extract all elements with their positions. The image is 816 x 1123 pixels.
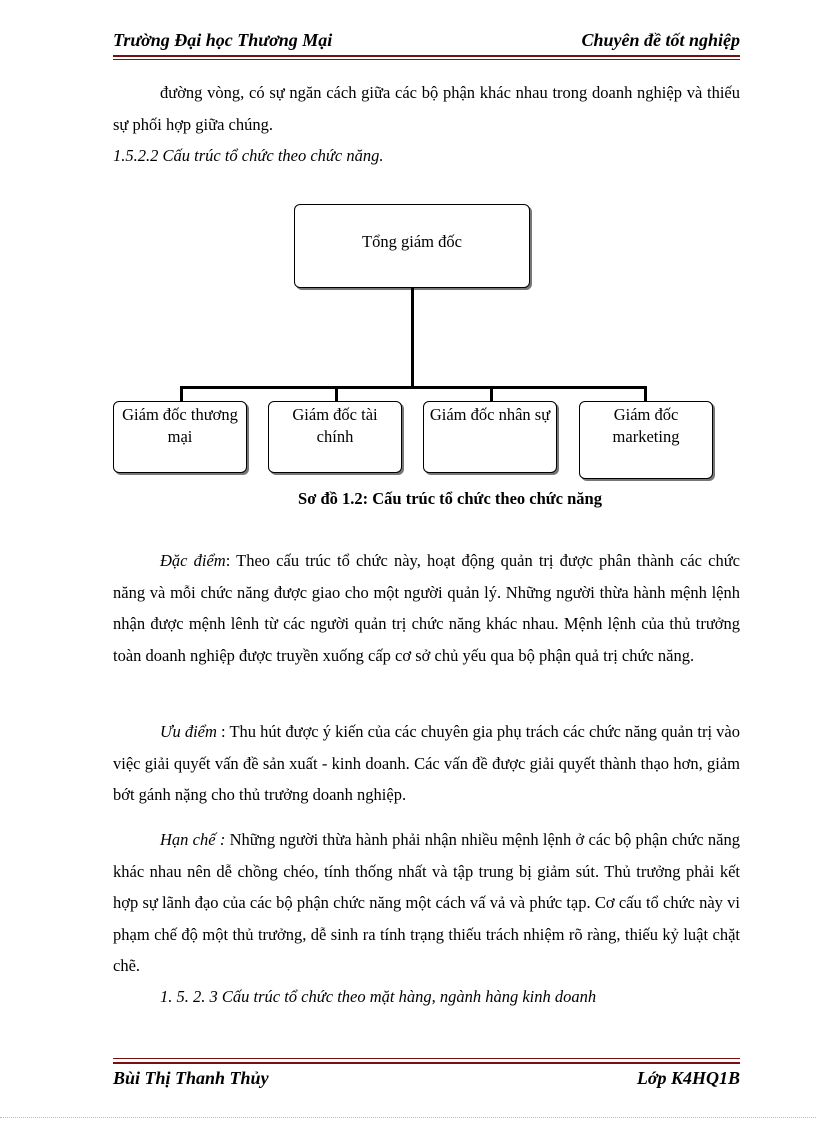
paragraph-advantages bbox=[113, 716, 740, 811]
connector-drop-4 bbox=[644, 386, 647, 402]
connector-drop-3 bbox=[490, 386, 493, 402]
org-box-ceo-label: Tổng giám đốc bbox=[362, 232, 462, 251]
org-box-ceo bbox=[294, 204, 530, 288]
paragraph-limitations-text: Những người thừa hành phải nhận nhiều mệnh lệnh ở các bộ phận chức năng khác nhau nên dễ chồng chéo, tính thống nhất và tập trung bị giảm sút. Thủ trưởng phải kết hợp sự lãnh đạo của các bộ phận chức năng một cách vấ vả và phức tạp. Cơ cấu tổ chức này vi phạm chế độ một thủ trưởng, dễ sinh ra tính trạng thiếu trách nhiệm rõ ràng, thiếu kỷ luật chặt chẽ. bbox=[113, 830, 740, 975]
section-heading: 1.5.2.2 Cấu trúc tổ chức theo chức năng. bbox=[113, 146, 384, 165]
connector-drop-1 bbox=[180, 386, 183, 402]
paragraph-features-label: Đặc điểm bbox=[160, 551, 226, 570]
org-box-marketing-label: Giám đốc marketing bbox=[612, 405, 680, 446]
header-doc-type: Chuyên đề tốt nghiệp bbox=[581, 30, 740, 50]
paragraph-limitations bbox=[113, 824, 740, 982]
next-section-heading: 1. 5. 2. 3 Cấu trúc tổ chức theo mặt hàng, ngành hàng kinh doanh bbox=[160, 987, 597, 1006]
org-box-hr bbox=[423, 401, 557, 473]
header-rule-thin bbox=[113, 59, 740, 60]
page-footer bbox=[113, 1068, 740, 1096]
connector-bar bbox=[180, 386, 647, 389]
org-box-commercial-label: Giám đốc thương mại bbox=[122, 405, 238, 446]
org-box-finance bbox=[268, 401, 402, 473]
org-box-commercial bbox=[113, 401, 247, 473]
footer-author: Bùi Thị Thanh Thủy bbox=[113, 1068, 269, 1088]
connector-trunk bbox=[411, 288, 414, 388]
footer-rule-thin bbox=[113, 1058, 740, 1059]
paragraph-limitations-label: Hạn chế : bbox=[160, 830, 226, 849]
page-header bbox=[113, 30, 740, 58]
org-box-marketing bbox=[579, 401, 713, 479]
intro-paragraph: đường vòng, có sự ngăn cách giữa các bộ phận khác nhau trong doanh nghiệp và thiếu sự phối hợp giữa chúng. bbox=[113, 83, 740, 134]
header-rule-thick bbox=[113, 55, 740, 57]
page-bottom-dotted-line bbox=[0, 1117, 816, 1118]
paragraph-features bbox=[113, 545, 740, 671]
org-box-hr-label: Giám đốc nhân sự bbox=[429, 405, 551, 424]
org-box-finance-label: Giám đốc tài chính bbox=[292, 405, 378, 446]
footer-rule-thick bbox=[113, 1062, 740, 1064]
paragraph-features-text: : Theo cấu trúc tổ chức này, hoạt động quản trị được phân thành các chức năng và mỗi chức năng được giao cho một người quản lý. Những người thừa hành mệnh lệnh nhận được mệnh lênh từ các người quản trị chức năng khác nhau. Mệnh lệnh của thủ trưởng toàn doanh nghiệp được truyền xuống cấp cơ sở chủ yếu qua bộ phận quả trị chức năng. bbox=[113, 551, 740, 665]
footer-class: Lớp K4HQ1B bbox=[636, 1068, 740, 1088]
connector-drop-2 bbox=[335, 386, 338, 402]
diagram-caption: Sơ đồ 1.2: Cấu trúc tổ chức theo chức năng bbox=[298, 489, 602, 508]
paragraph-advantages-text: : Thu hút được ý kiến của các chuyên gia phụ trách các chức năng quản trị vào việc giải quyết vấn đề sản xuất - kinh doanh. Các vấn đề được giải quyết thành thạo hơn, giảm bớt gánh nặng cho thủ trưởng doanh nghiệp. bbox=[113, 722, 740, 804]
header-school: Trường Đại học Thương Mại bbox=[113, 30, 333, 50]
paragraph-advantages-label: Ưu điểm bbox=[160, 722, 217, 741]
